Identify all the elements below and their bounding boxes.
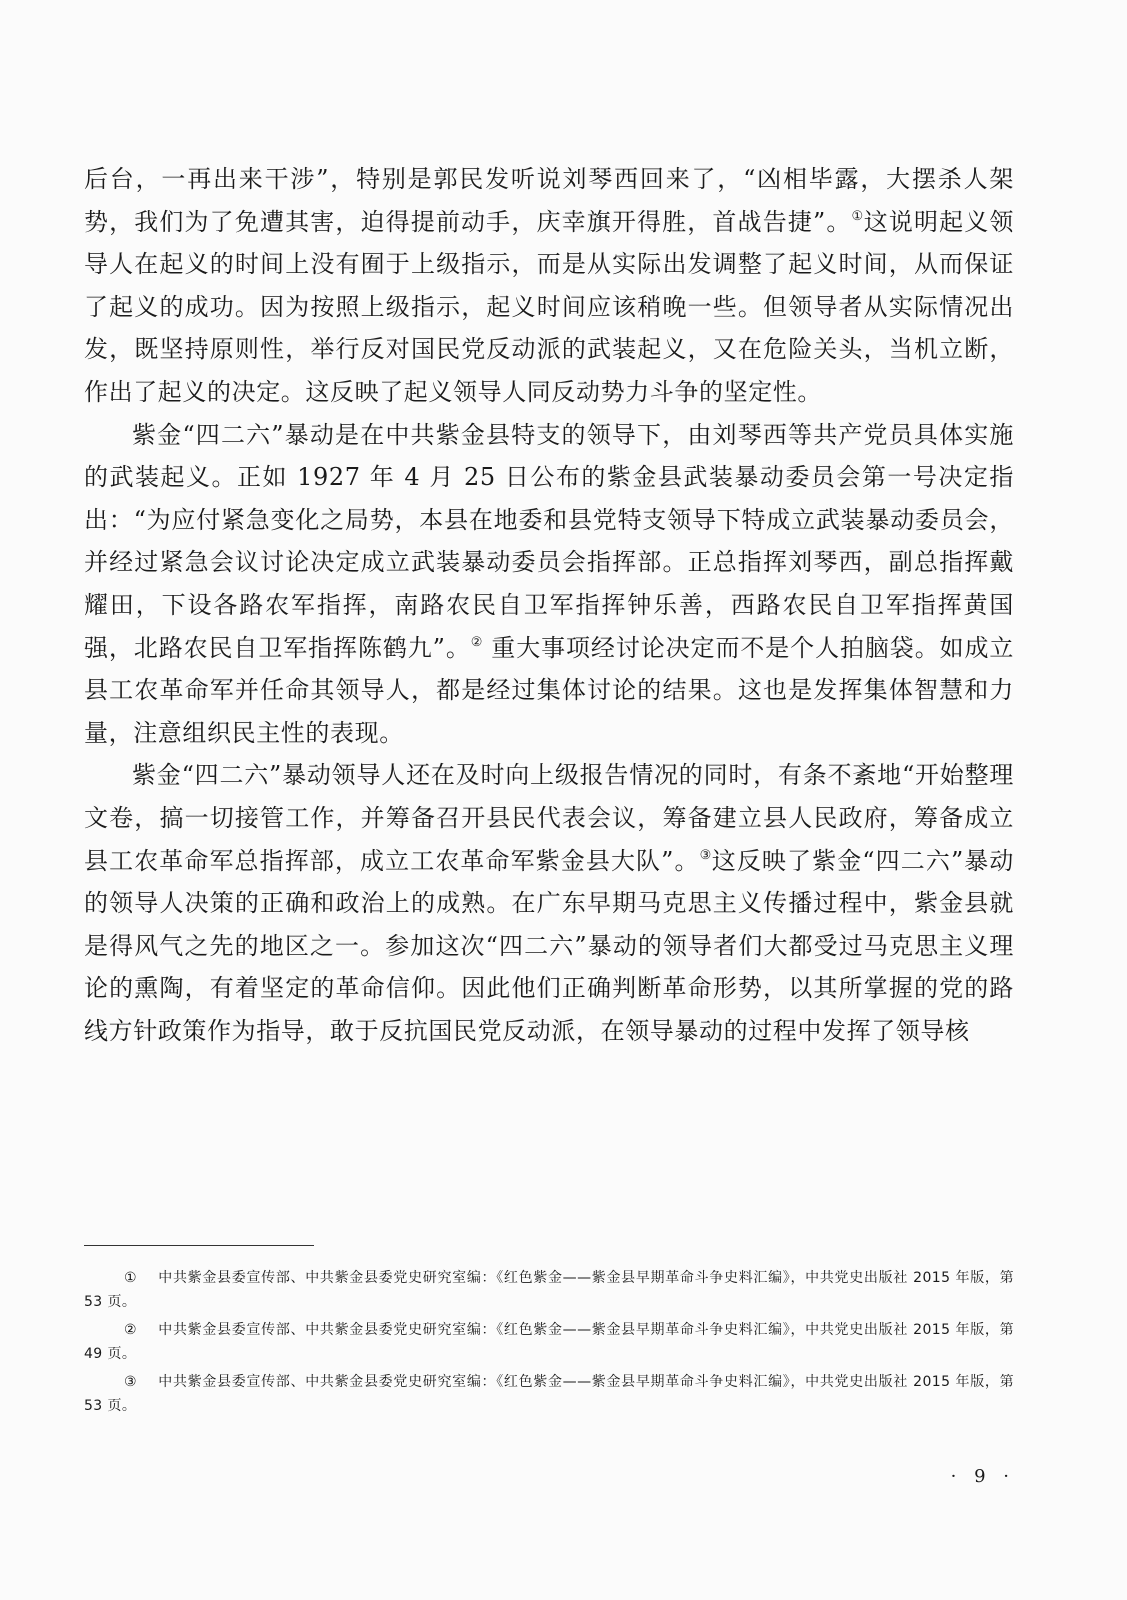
paragraph-3 (84, 754, 1014, 1052)
paragraph-1-text-a: 后台，一再出来干涉”，特别是郭民发听说刘琴西回来了，“凶相毕露，大摆杀人架势，我们为了免遭其害，迫得提前动手，庆幸旗开得胜，首战告捷”。 (84, 165, 1014, 236)
footnote-divider (84, 1245, 314, 1246)
paragraph-1 (84, 158, 1014, 414)
paragraph-3-text-a: 紫金“四二六”暴动领导人还在及时向上级报告情况的同时，有条不紊地“开始整理文卷，搞一切接管工作，并筹备召开县民代表会议，筹备建立县人民政府，筹备成立县工农革命军总指挥部，成立工农革命军紫金县大队”。 (84, 761, 1014, 875)
footnote-mark: ② (124, 1322, 137, 1338)
footnote-mark: ③ (124, 1374, 137, 1390)
footnotes (84, 1266, 1014, 1422)
footnote-text: 中共紫金县委宣传部、中共紫金县委党史研究室编：《红色紫金——紫金县早期革命斗争史料汇编》，中共党史出版社 2015 年版，第 53 页。 (84, 1270, 1014, 1310)
footnote-item (84, 1318, 1014, 1366)
paragraph-2 (84, 414, 1014, 755)
footnote-text: 中共紫金县委宣传部、中共紫金县委党史研究室编：《红色紫金——紫金县早期革命斗争史料汇编》，中共党史出版社 2015 年版，第 49 页。 (84, 1322, 1014, 1362)
footnote-ref-2[interactable]: ② (470, 634, 483, 650)
footnote-mark: ① (124, 1270, 137, 1286)
footnote-ref-3[interactable]: ③ (699, 847, 712, 863)
paragraph-2-text-a: 紫金“四二六”暴动是在中共紫金县特支的领导下，由刘琴西等共产党员具体实施的武装起义。正如 1927 年 4 月 25 日公布的紫金县武装暴动委员会第一号决定指出：“为应付紧急变化之局势，本县在地委和县党特支领导下特成立武装暴动委员会，并经过紧急会议讨论决定成立武装暴动委员会指挥部。正总指挥刘琴西，副总指挥戴耀田，下设各路农军指挥，南路农民自卫军指挥钟乐善，西路农民自卫军指挥黄国强，北路农民自卫军指挥陈鹤九”。 (84, 420, 1014, 662)
paragraph-2-text-b: 重大事项经讨论决定而不是个人拍脑袋。如成立县工农革命军并任命其领导人，都是经过集体讨论的结果。这也是发挥集体智慧和力量，注意组织民主性的表现。 (84, 633, 1015, 747)
paragraph-1-text-b: 这说明起义领导人在起义的时间上没有囿于上级指示，而是从实际出发调整了起义时间，从而保证了起义的成功。因为按照上级指示，起义时间应该稍晚一些。但领导者从实际情况出发，既坚持原则性，举行反对国民党反动派的武装起义，又在危险关头，当机立断，作出了起义的决定。这反映了起义领导人同反动势力斗争的坚定性。 (84, 207, 1015, 406)
paragraph-3-text-b: 这反映了紫金“四二六”暴动的领导人决策的正确和政治上的成熟。在广东早期马克思主义传播过程中，紫金县就是得风气之先的地区之一。参加这次“四二六”暴动的领导者们大都受过马克思主义理论的熏陶，有着坚定的革命信仰。因此他们正确判断革命形势，以其所掌握的党的路线方针政策作为指导，敢于反抗国民党反动派，在领导暴动的过程中发挥了领导核 (84, 846, 1014, 1045)
footnote-item (84, 1266, 1014, 1314)
page-number: · 9 · (950, 1466, 1015, 1487)
footnote-text: 中共紫金县委宣传部、中共紫金县委党史研究室编：《红色紫金——紫金县早期革命斗争史料汇编》，中共党史出版社 2015 年版，第 53 页。 (84, 1374, 1014, 1414)
footnote-ref-1[interactable]: ① (851, 208, 864, 224)
footnote-item (84, 1370, 1014, 1418)
body-text (84, 158, 1014, 1052)
